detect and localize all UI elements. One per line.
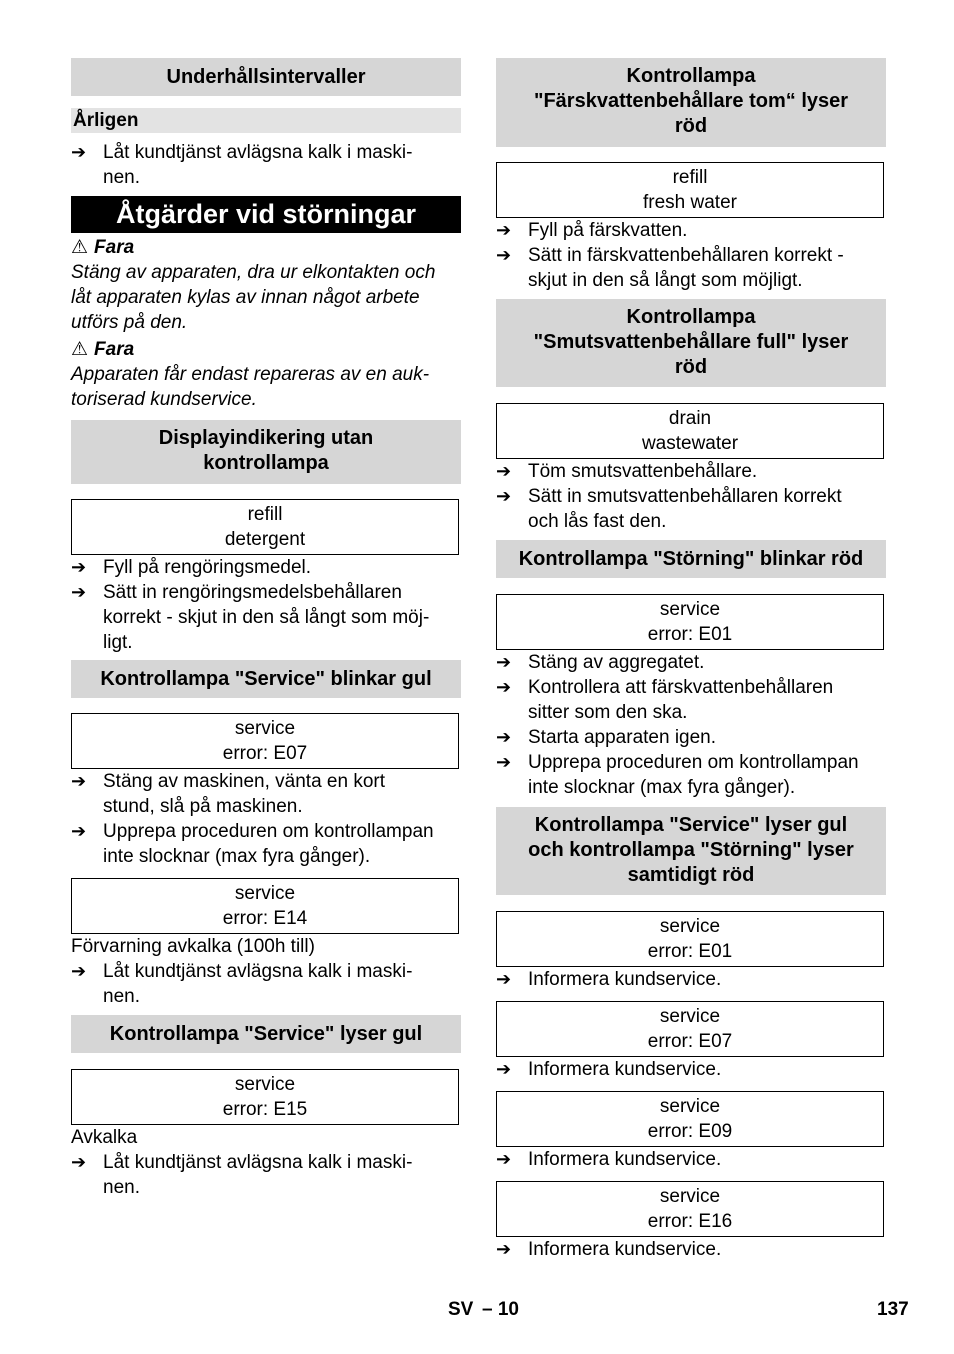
heading-display-indication: Displayindikering utan kontrollampa xyxy=(71,420,461,484)
arrow-right-icon: ➔ xyxy=(71,961,87,981)
list-item: ➔ Sätt in färskvattenbehållaren korrekt - skjut in den så långt som möjligt. xyxy=(496,245,844,291)
warning-text: Stäng av apparaten, dra ur elkontakten och låt apparaten kylas av innan något arbete utförs på den. xyxy=(71,262,436,333)
list-item: ➔ Kontrollera att färskvattenbehållaren sitter som den ska. xyxy=(496,677,834,723)
list-item: ➔ Informera kundservice. xyxy=(496,1239,722,1260)
arrow-right-icon: ➔ xyxy=(496,727,512,747)
display-box: drain wastewater xyxy=(496,403,884,459)
list-item: ➔ Stäng av aggregatet. xyxy=(496,652,705,673)
list-item: ➔ Informera kundservice. xyxy=(496,1149,722,1170)
list-item: ➔ Stäng av maskinen, vänta en kort stund, slå på maskinen. xyxy=(71,771,385,817)
arrow-right-icon: ➔ xyxy=(71,582,87,602)
arrow-right-icon: ➔ xyxy=(496,486,512,506)
warning-text: Apparaten får endast repareras av en auk- toriserad kundservice. xyxy=(71,364,430,410)
display-box: service error: E01 xyxy=(496,911,884,967)
list-item: ➔ Informera kundservice. xyxy=(496,969,722,990)
display-box: service error: E09 xyxy=(496,1091,884,1147)
heading-waste-water-full: Kontrollampa "Smutsvattenbehållare full" lyser röd xyxy=(496,299,886,387)
heading-service-blinks-yellow: Kontrollampa "Service" blinkar gul xyxy=(71,660,461,698)
heading-fresh-water-empty: Kontrollampa "Färskvattenbehållare tom“ lyser röd xyxy=(496,58,886,147)
list-item: ➔ Låt kundtjänst avlägsna kalk i maski- nen. xyxy=(71,142,413,188)
footer-language: SV xyxy=(448,1299,474,1320)
arrow-right-icon: ➔ xyxy=(71,771,87,791)
display-box: service error: E07 xyxy=(496,1001,884,1057)
footer-page-number: 137 xyxy=(877,1299,909,1320)
arrow-right-icon: ➔ xyxy=(496,461,512,481)
arrow-right-icon: ➔ xyxy=(71,1152,87,1172)
display-box: service error: E14 xyxy=(71,878,459,934)
warning-icon: ⚠ xyxy=(71,237,89,258)
arrow-right-icon: ➔ xyxy=(496,969,512,989)
left-column xyxy=(71,58,461,1200)
list-item: ➔ Upprepa proceduren om kontrollampan inte slocknar (max fyra gånger). xyxy=(71,821,434,867)
note-text: Avkalka xyxy=(71,1127,138,1148)
note-text: Förvarning avkalka (100h till) xyxy=(71,936,315,957)
heading-service-and-fault: Kontrollampa "Service" lyser gul och kontrollampa "Störning" lyser samtidigt röd xyxy=(496,807,886,895)
list-item: ➔ Fyll på färskvatten. xyxy=(496,220,688,241)
arrow-right-icon: ➔ xyxy=(496,752,512,772)
subheading-yearly: Årligen xyxy=(71,108,461,133)
warning-label: ⚠ Fara xyxy=(71,237,135,258)
arrow-right-icon: ➔ xyxy=(496,245,512,265)
arrow-right-icon: ➔ xyxy=(496,220,512,240)
right-column xyxy=(496,58,886,1262)
warning-icon: ⚠ xyxy=(71,339,89,360)
section-title: Åtgärder vid störningar xyxy=(71,196,461,233)
arrow-right-icon: ➔ xyxy=(71,142,87,162)
list-item: ➔ Informera kundservice. xyxy=(496,1059,722,1080)
list-item: ➔ Töm smutsvattenbehållare. xyxy=(496,461,758,482)
list-item: ➔ Sätt in rengöringsmedelsbehållaren korrekt - skjut in den så långt som möj- ligt. xyxy=(71,582,430,653)
arrow-right-icon: ➔ xyxy=(496,1149,512,1169)
display-box: service error: E01 xyxy=(496,594,884,650)
arrow-right-icon: ➔ xyxy=(71,821,87,841)
display-box: refill detergent xyxy=(71,499,459,555)
arrow-right-icon: ➔ xyxy=(496,652,512,672)
list-item: ➔ Starta apparaten igen. xyxy=(496,727,717,748)
arrow-right-icon: ➔ xyxy=(496,1239,512,1259)
list-item: ➔ Låt kundtjänst avlägsna kalk i maski- nen. xyxy=(71,961,413,1007)
warning-label: ⚠ Fara xyxy=(71,339,135,360)
list-item: ➔ Fyll på rengöringsmedel. xyxy=(71,557,312,578)
list-item: ➔ Låt kundtjänst avlägsna kalk i maski- nen. xyxy=(71,1152,413,1198)
display-box: refill fresh water xyxy=(496,162,884,218)
list-item: ➔ Upprepa proceduren om kontrollampan inte slocknar (max fyra gånger). xyxy=(496,752,859,798)
display-box: service error: E16 xyxy=(496,1181,884,1237)
arrow-right-icon: ➔ xyxy=(496,1059,512,1079)
arrow-right-icon: ➔ xyxy=(71,557,87,577)
footer-section-page: – 10 xyxy=(482,1299,519,1320)
arrow-right-icon: ➔ xyxy=(496,677,512,697)
heading-service-lit-yellow: Kontrollampa "Service" lyser gul xyxy=(71,1015,461,1053)
display-box: service error: E15 xyxy=(71,1069,459,1125)
heading-fault-blinks-red: Kontrollampa "Störning" blinkar röd xyxy=(496,540,886,578)
heading-maintenance-intervals: Underhållsintervaller xyxy=(71,58,461,96)
list-item: ➔ Sätt in smutsvattenbehållaren korrekt och lås fast den. xyxy=(496,486,842,532)
display-box: service error: E07 xyxy=(71,713,459,769)
